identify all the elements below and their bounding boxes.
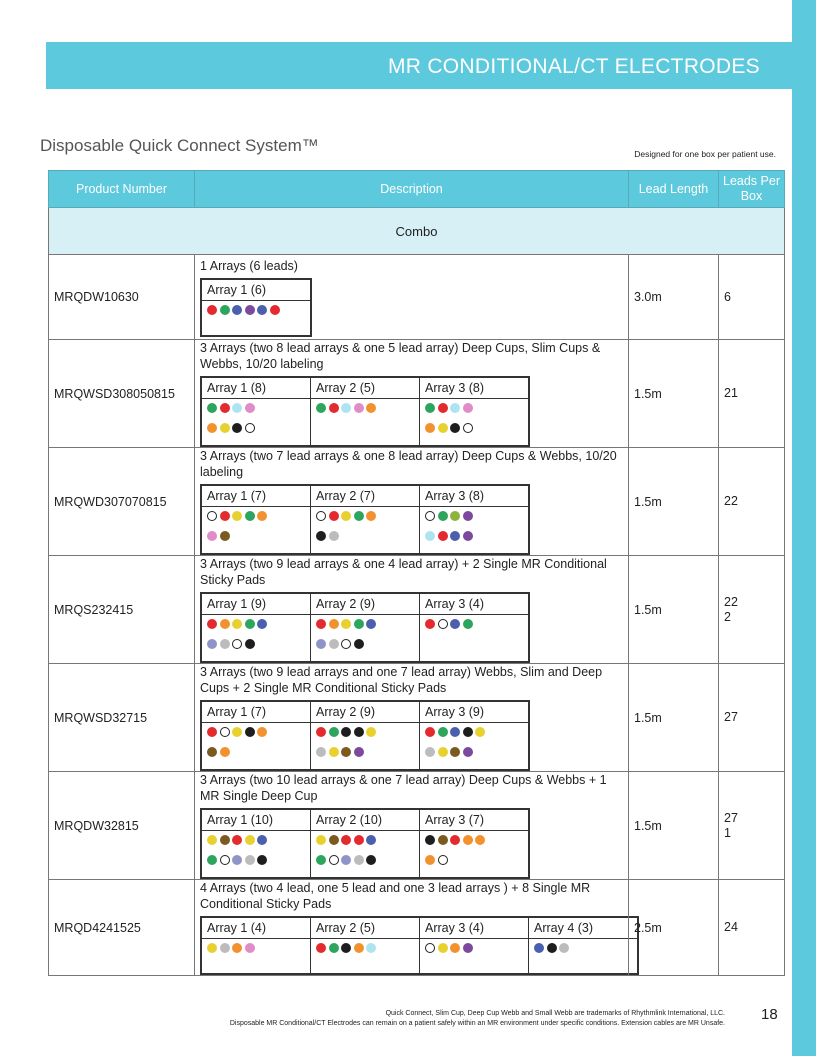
product-number: MRQWSD32715	[49, 664, 195, 772]
green-lead-dot	[354, 619, 364, 629]
description-text: 1 Arrays (6 leads)	[200, 258, 298, 273]
white-lead-dot	[438, 619, 448, 629]
black-lead-dot	[547, 943, 557, 953]
brown-lead-dot	[220, 531, 230, 541]
array-label: Array 2 (7)	[311, 485, 420, 507]
brown-lead-dot	[220, 835, 230, 845]
white-lead-dot	[341, 639, 351, 649]
description-cell	[195, 772, 629, 880]
black-lead-dot	[341, 943, 351, 953]
table-row	[49, 340, 785, 448]
blue-lead-dot	[366, 835, 376, 845]
red-lead-dot	[270, 305, 280, 315]
table-row	[49, 664, 785, 772]
red-lead-dot	[232, 835, 242, 845]
gray-lead-dot	[220, 639, 230, 649]
array-dots	[201, 300, 311, 336]
yellow-lead-dot	[366, 727, 376, 737]
array-dots	[420, 615, 530, 663]
blue-lead-dot	[450, 619, 460, 629]
array-dots	[311, 507, 420, 555]
orange-lead-dot	[329, 619, 339, 629]
blue-lead-dot	[534, 943, 544, 953]
lightblue-lead-dot	[425, 531, 435, 541]
lead-length: 1.5m	[629, 772, 719, 880]
green-lead-dot	[316, 855, 326, 865]
array-label: Array 1 (6)	[201, 279, 311, 301]
black-lead-dot	[354, 727, 364, 737]
array-dots	[420, 399, 530, 447]
red-lead-dot	[329, 403, 339, 413]
brown-lead-dot	[450, 747, 460, 757]
leads-per-box: 24	[719, 880, 785, 976]
leads-per-box: 22 2	[719, 556, 785, 664]
orange-lead-dot	[463, 835, 473, 845]
gray-lead-dot	[245, 855, 255, 865]
brown-lead-dot	[341, 747, 351, 757]
lavender-lead-dot	[341, 855, 351, 865]
description-text: 3 Arrays (two 10 lead arrays & one 7 lead array) Deep Cups & Webbs + 1 MR Single Deep Cup	[200, 773, 607, 803]
page-title: MR CONDITIONAL/CT ELECTRODES	[387, 55, 760, 78]
array-label: Array 3 (4)	[420, 593, 530, 615]
orange-lead-dot	[366, 511, 376, 521]
red-lead-dot	[329, 511, 339, 521]
array-grid	[200, 592, 530, 663]
green-lead-dot	[329, 727, 339, 737]
array-label: Array 4 (3)	[529, 917, 639, 939]
orange-lead-dot	[425, 855, 435, 865]
white-lead-dot	[220, 727, 230, 737]
array-label: Array 1 (9)	[201, 593, 311, 615]
yellow-lead-dot	[232, 619, 242, 629]
side-accent-bar	[792, 0, 816, 1056]
product-number: MRQS232415	[49, 556, 195, 664]
purple-lead-dot	[245, 305, 255, 315]
table-row	[49, 772, 785, 880]
orange-lead-dot	[450, 943, 460, 953]
yellow-lead-dot	[220, 423, 230, 433]
lightblue-lead-dot	[232, 403, 242, 413]
blue-lead-dot	[257, 305, 267, 315]
product-number: MRQDW32815	[49, 772, 195, 880]
array-dots	[420, 831, 530, 879]
white-lead-dot	[316, 511, 326, 521]
header-description: Description	[195, 171, 629, 208]
array-dots	[311, 939, 420, 975]
green-lead-dot	[220, 305, 230, 315]
leads-per-box: 21	[719, 340, 785, 448]
pink-lead-dot	[245, 943, 255, 953]
red-lead-dot	[425, 727, 435, 737]
array-label: Array 3 (9)	[420, 701, 530, 723]
orange-lead-dot	[366, 403, 376, 413]
white-lead-dot	[425, 511, 435, 521]
blue-lead-dot	[257, 619, 267, 629]
blue-lead-dot	[366, 619, 376, 629]
array-label: Array 1 (10)	[201, 809, 311, 831]
gray-lead-dot	[425, 747, 435, 757]
orange-lead-dot	[232, 943, 242, 953]
white-lead-dot	[220, 855, 230, 865]
green-lead-dot	[438, 727, 448, 737]
orange-lead-dot	[207, 423, 217, 433]
purple-lead-dot	[354, 747, 364, 757]
array-grid	[200, 808, 530, 879]
lead-length: 1.5m	[629, 664, 719, 772]
red-lead-dot	[438, 403, 448, 413]
red-lead-dot	[316, 943, 326, 953]
green-lead-dot	[329, 943, 339, 953]
leads-per-box: 27	[719, 664, 785, 772]
yellow-lead-dot	[207, 835, 217, 845]
array-dots	[201, 399, 311, 447]
brown-lead-dot	[329, 835, 339, 845]
array-dots	[311, 615, 420, 663]
blue-lead-dot	[450, 727, 460, 737]
product-table	[48, 170, 785, 976]
array-label: Array 3 (8)	[420, 485, 530, 507]
red-lead-dot	[341, 835, 351, 845]
footer-disclaimer: Disposable MR Conditional/CT Electrodes can remain on a patient safely within an MR environment under specific conditions. Extension cables are MR Unsafe.	[229, 1020, 725, 1027]
green-lead-dot	[425, 403, 435, 413]
array-label: Array 3 (8)	[420, 377, 530, 399]
product-number: MRQDW10630	[49, 255, 195, 340]
black-lead-dot	[450, 423, 460, 433]
red-lead-dot	[220, 403, 230, 413]
yellow-lead-dot	[232, 511, 242, 521]
white-lead-dot	[207, 511, 217, 521]
array-dots	[420, 939, 529, 975]
array-dots	[311, 831, 420, 879]
leads-per-box: 27 1	[719, 772, 785, 880]
array-label: Array 2 (9)	[311, 701, 420, 723]
table-row	[49, 880, 785, 976]
white-lead-dot	[425, 943, 435, 953]
yellow-lead-dot	[341, 511, 351, 521]
pink-lead-dot	[463, 403, 473, 413]
description-text: 3 Arrays (two 9 lead arrays and one 7 lead array) Webbs, Slim and Deep Cups + 2 Single MR Conditional Sticky Pads	[200, 665, 603, 695]
pink-lead-dot	[207, 531, 217, 541]
orange-lead-dot	[220, 619, 230, 629]
description-cell	[195, 880, 629, 976]
footer-trademark: Quick Connect, Slim Cup, Deep Cup Webb and Small Webb are trademarks of Rhythmlink International, LLC.	[385, 1010, 725, 1017]
red-lead-dot	[207, 727, 217, 737]
gray-lead-dot	[329, 639, 339, 649]
purple-lead-dot	[463, 747, 473, 757]
section-title: Disposable Quick Connect System™	[40, 136, 319, 155]
leads-per-box: 6	[719, 255, 785, 340]
array-grid	[200, 700, 530, 771]
black-lead-dot	[245, 639, 255, 649]
blue-lead-dot	[232, 305, 242, 315]
array-grid	[200, 916, 639, 975]
red-lead-dot	[316, 727, 326, 737]
red-lead-dot	[207, 619, 217, 629]
array-label: Array 1 (8)	[201, 377, 311, 399]
lead-length: 2.5m	[629, 880, 719, 976]
array-label: Array 2 (9)	[311, 593, 420, 615]
description-cell	[195, 448, 629, 556]
header-product-number: Product Number	[49, 171, 195, 208]
array-label: Array 2 (10)	[311, 809, 420, 831]
lavender-lead-dot	[316, 639, 326, 649]
red-lead-dot	[425, 619, 435, 629]
lead-length: 3.0m	[629, 255, 719, 340]
yellow-lead-dot	[341, 619, 351, 629]
lead-length: 1.5m	[629, 448, 719, 556]
yellow-lead-dot	[232, 727, 242, 737]
black-lead-dot	[245, 727, 255, 737]
green-lead-dot	[463, 619, 473, 629]
description-cell	[195, 255, 629, 340]
red-lead-dot	[450, 835, 460, 845]
description-text: 3 Arrays (two 7 lead arrays & one 8 lead array) Deep Cups & Webbs, 10/20 labeling	[200, 449, 617, 479]
array-label: Array 1 (7)	[201, 485, 311, 507]
description-text: 3 Arrays (two 8 lead arrays & one 5 lead array) Deep Cups, Slim Cups & Webbs, 10/20 labeling	[200, 341, 601, 371]
olive-lead-dot	[450, 511, 460, 521]
array-grid	[200, 278, 312, 337]
array-label: Array 3 (4)	[420, 917, 529, 939]
array-dots	[201, 507, 311, 555]
product-number: MRQWD307070815	[49, 448, 195, 556]
lead-length: 1.5m	[629, 340, 719, 448]
black-lead-dot	[354, 639, 364, 649]
purple-lead-dot	[463, 511, 473, 521]
array-dots	[201, 939, 311, 975]
yellow-lead-dot	[438, 943, 448, 953]
array-label: Array 1 (7)	[201, 701, 311, 723]
header-band	[46, 42, 792, 89]
product-number: MRQWSD308050815	[49, 340, 195, 448]
gray-lead-dot	[559, 943, 569, 953]
yellow-lead-dot	[475, 727, 485, 737]
brown-lead-dot	[438, 835, 448, 845]
green-lead-dot	[438, 511, 448, 521]
orange-lead-dot	[257, 727, 267, 737]
lavender-lead-dot	[232, 855, 242, 865]
array-dots	[201, 615, 311, 663]
header-lead-length: Lead Length	[629, 171, 719, 208]
orange-lead-dot	[354, 943, 364, 953]
table-row	[49, 556, 785, 664]
table-row	[49, 255, 785, 340]
green-lead-dot	[245, 619, 255, 629]
black-lead-dot	[232, 423, 242, 433]
product-number: MRQD4241525	[49, 880, 195, 976]
group-row-combo: Combo	[49, 208, 785, 255]
yellow-lead-dot	[207, 943, 217, 953]
array-dots	[311, 399, 420, 447]
green-lead-dot	[207, 403, 217, 413]
array-label: Array 1 (4)	[201, 917, 311, 939]
black-lead-dot	[425, 835, 435, 845]
array-label: Array 3 (7)	[420, 809, 530, 831]
orange-lead-dot	[257, 511, 267, 521]
brown-lead-dot	[207, 747, 217, 757]
green-lead-dot	[354, 511, 364, 521]
description-text: 4 Arrays (two 4 lead, one 5 lead and one 3 lead arrays ) + 8 Single MR Conditional Sticky Pads	[200, 881, 591, 911]
black-lead-dot	[463, 727, 473, 737]
purple-lead-dot	[463, 531, 473, 541]
array-dots	[529, 939, 639, 975]
description-cell	[195, 664, 629, 772]
description-text: 3 Arrays (two 9 lead arrays & one 4 lead array) + 2 Single MR Conditional Sticky Pads	[200, 557, 607, 587]
red-lead-dot	[438, 531, 448, 541]
white-lead-dot	[232, 639, 242, 649]
green-lead-dot	[316, 403, 326, 413]
green-lead-dot	[207, 855, 217, 865]
array-dots	[201, 831, 311, 879]
white-lead-dot	[463, 423, 473, 433]
array-dots	[311, 723, 420, 771]
array-dots	[420, 723, 530, 771]
array-dots	[420, 507, 530, 555]
table-row	[49, 448, 785, 556]
yellow-lead-dot	[245, 835, 255, 845]
footer-notes	[100, 1009, 725, 1029]
orange-lead-dot	[475, 835, 485, 845]
header-leads-per-box: Leads Per Box	[719, 171, 785, 208]
page-number: 18	[761, 1006, 778, 1023]
array-label: Array 2 (5)	[311, 917, 420, 939]
yellow-lead-dot	[438, 423, 448, 433]
array-grid	[200, 484, 530, 555]
red-lead-dot	[316, 619, 326, 629]
array-label: Array 2 (5)	[311, 377, 420, 399]
pink-lead-dot	[245, 403, 255, 413]
orange-lead-dot	[425, 423, 435, 433]
gray-lead-dot	[354, 855, 364, 865]
blue-lead-dot	[257, 835, 267, 845]
gray-lead-dot	[220, 943, 230, 953]
orange-lead-dot	[220, 747, 230, 757]
array-grid	[200, 376, 530, 447]
pink-lead-dot	[354, 403, 364, 413]
purple-lead-dot	[463, 943, 473, 953]
lavender-lead-dot	[207, 639, 217, 649]
lightblue-lead-dot	[450, 403, 460, 413]
leads-per-box: 22	[719, 448, 785, 556]
gray-lead-dot	[316, 747, 326, 757]
yellow-lead-dot	[329, 747, 339, 757]
lead-length: 1.5m	[629, 556, 719, 664]
white-lead-dot	[438, 855, 448, 865]
red-lead-dot	[354, 835, 364, 845]
black-lead-dot	[257, 855, 267, 865]
black-lead-dot	[341, 727, 351, 737]
description-cell	[195, 556, 629, 664]
black-lead-dot	[366, 855, 376, 865]
red-lead-dot	[207, 305, 217, 315]
yellow-lead-dot	[438, 747, 448, 757]
white-lead-dot	[329, 855, 339, 865]
black-lead-dot	[316, 531, 326, 541]
blue-lead-dot	[450, 531, 460, 541]
green-lead-dot	[245, 511, 255, 521]
gray-lead-dot	[329, 531, 339, 541]
red-lead-dot	[220, 511, 230, 521]
lightblue-lead-dot	[341, 403, 351, 413]
lightblue-lead-dot	[366, 943, 376, 953]
yellow-lead-dot	[316, 835, 326, 845]
usage-note: Designed for one box per patient use.	[634, 149, 776, 159]
array-dots	[201, 723, 311, 771]
description-cell	[195, 340, 629, 448]
white-lead-dot	[245, 423, 255, 433]
